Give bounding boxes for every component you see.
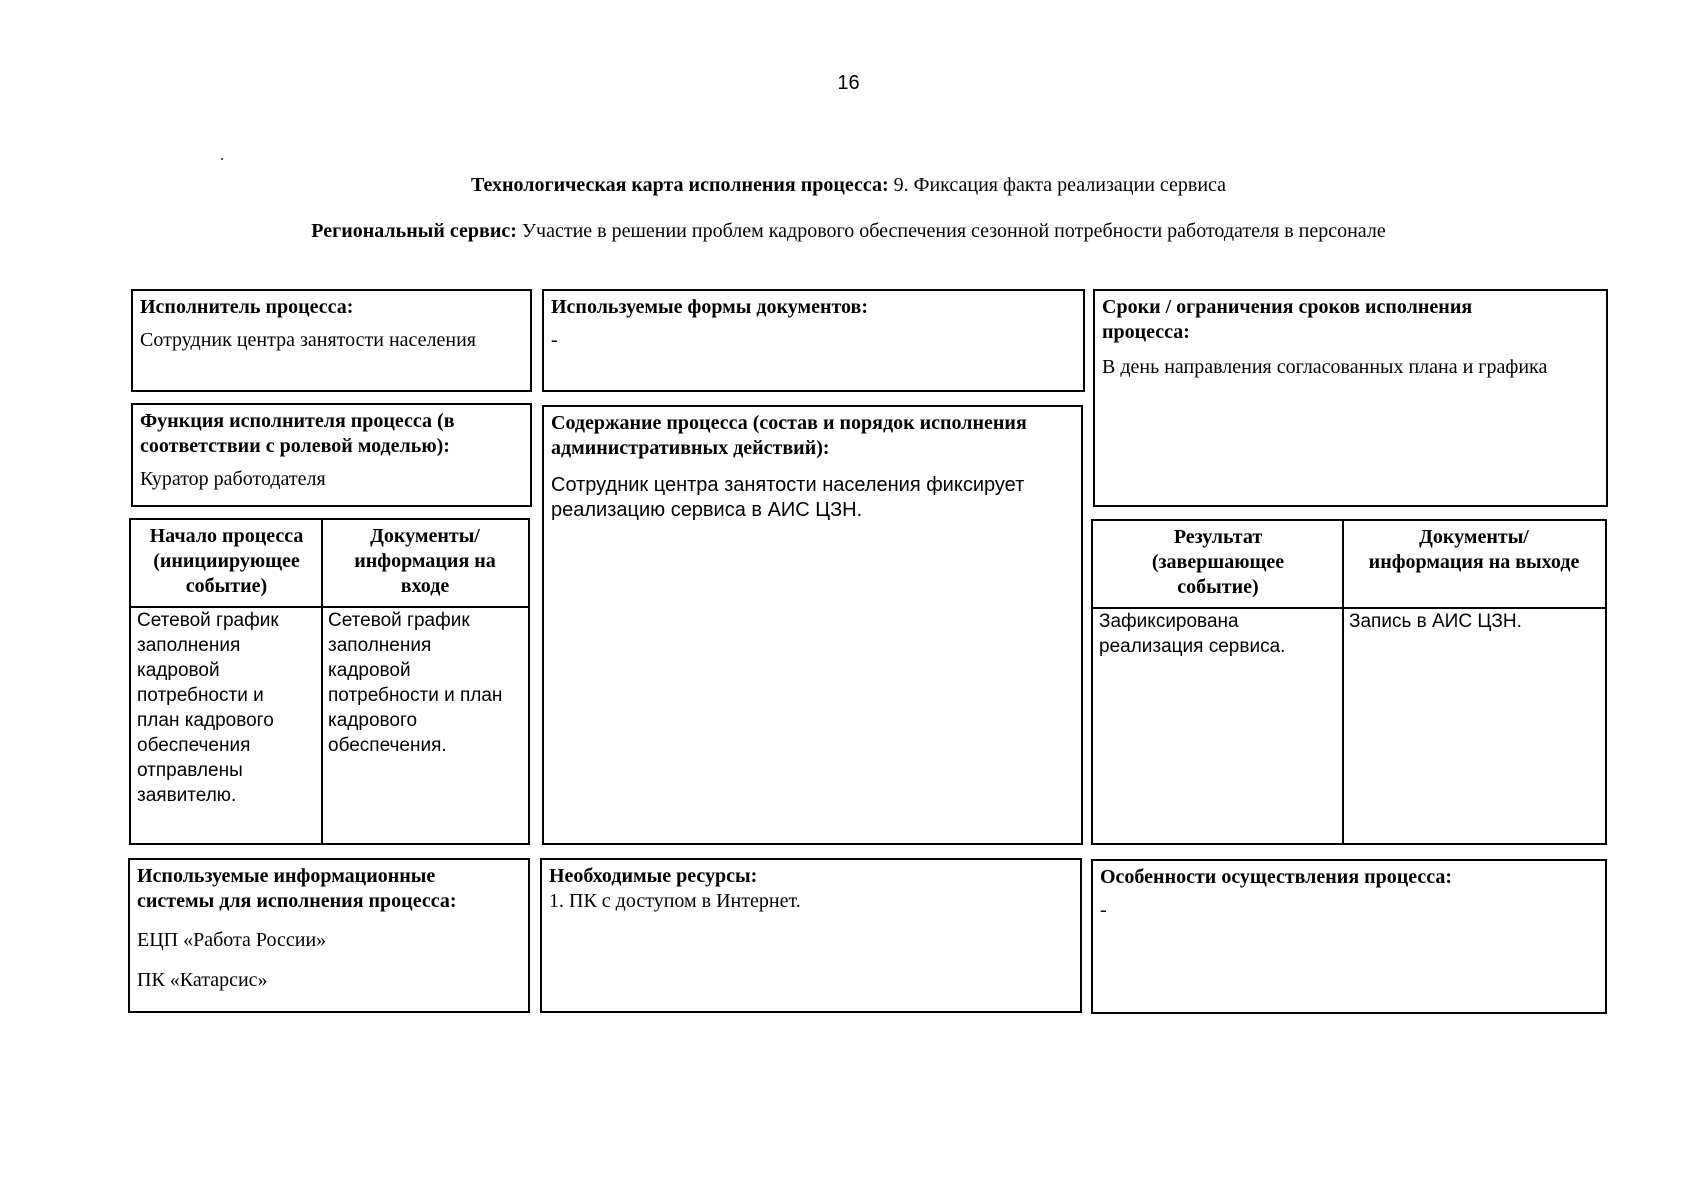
resources-title: Необходимые ресурсы: bbox=[549, 865, 758, 887]
start-col1-line: потребности и bbox=[137, 685, 264, 706]
process-heading-value: 9. Фиксация факта реализации сервиса bbox=[893, 174, 1227, 196]
start-col1-header-line: событие) bbox=[185, 575, 268, 597]
content-title-line2: административных действий): bbox=[551, 437, 830, 459]
result-col2-line: Запись в АИС ЦЗН. bbox=[1349, 611, 1522, 632]
content-value-line1: Сотрудник центра занятости населения фиксирует bbox=[551, 474, 1025, 496]
result-col1-line: реализация сервиса. bbox=[1099, 636, 1286, 657]
forms-value: - bbox=[551, 329, 558, 351]
start-col2-header-line: Документы/ bbox=[370, 525, 480, 547]
executor-box bbox=[131, 289, 532, 392]
deadlines-value: В день направления согласованных плана и графика bbox=[1102, 356, 1548, 378]
start-col2-header-line: входе bbox=[400, 575, 450, 597]
start-col2-body bbox=[322, 606, 528, 843]
start-col1-header bbox=[131, 520, 322, 606]
start-col2-line: Сетевой график bbox=[328, 610, 470, 631]
start-col1-line: заявителю. bbox=[137, 785, 237, 806]
info-systems-item: ЕЦП «Работа России» bbox=[137, 929, 327, 951]
start-col2-line: потребности и план bbox=[328, 685, 503, 706]
forms-title: Используемые формы документов: bbox=[551, 296, 869, 318]
page-number: 16 bbox=[837, 72, 860, 94]
features-title: Особенности осуществления процесса: bbox=[1100, 866, 1453, 888]
start-col1-line: кадровой bbox=[137, 660, 220, 681]
info-systems-title-line1: Используемые информационные bbox=[137, 865, 436, 887]
features-value: - bbox=[1100, 899, 1107, 921]
start-col1-line: отправлены bbox=[137, 760, 243, 781]
result-col1-line: Зафиксирована bbox=[1099, 611, 1239, 632]
process-heading-label: Технологическая карта исполнения процесса: bbox=[470, 174, 889, 196]
forms-box bbox=[542, 289, 1085, 392]
info-systems-item: ПК «Катарсис» bbox=[137, 969, 268, 991]
content-value-line2: реализацию сервиса в АИС ЦЗН. bbox=[551, 499, 863, 521]
start-col1-line: план кадрового bbox=[137, 710, 274, 731]
result-col1-header-line: событие) bbox=[1177, 576, 1259, 598]
start-col2-header-line: информация на bbox=[354, 550, 496, 572]
content-title-line1: Содержание процесса (состав и порядок исполнения bbox=[551, 412, 1027, 434]
start-col1-line: заполнения bbox=[137, 635, 241, 656]
start-col2-header bbox=[322, 520, 528, 606]
features-box bbox=[1091, 859, 1607, 1014]
resources-item: 1. ПК с доступом в Интернет. bbox=[549, 890, 801, 912]
start-col1-body bbox=[131, 606, 322, 843]
resources-box bbox=[540, 858, 1082, 1013]
start-col2-line: кадровой bbox=[328, 660, 411, 681]
start-col2-line: заполнения bbox=[328, 635, 432, 656]
result-col2-header-line: информация на выходе bbox=[1368, 551, 1580, 573]
function-title-line2: соответствии с ролевой моделью): bbox=[140, 435, 450, 457]
service-heading bbox=[0, 220, 1697, 243]
start-col2-line: кадрового bbox=[328, 710, 418, 731]
start-col1-line: обеспечения bbox=[137, 735, 251, 756]
result-col2-header-line: Документы/ bbox=[1419, 526, 1529, 548]
scan-speck bbox=[221, 158, 223, 160]
start-col1-header-line: Начало процесса bbox=[149, 525, 304, 547]
executor-value: Сотрудник центра занятости населения bbox=[140, 329, 476, 351]
deadlines-title-line1: Сроки / ограничения сроков исполнения bbox=[1102, 296, 1473, 318]
executor-title: Исполнитель процесса: bbox=[140, 296, 354, 318]
start-col1-header-line: (инициирующее bbox=[153, 550, 300, 572]
result-col2-body bbox=[1343, 607, 1605, 843]
result-col1-header-line: (завершающее bbox=[1151, 551, 1285, 573]
result-table bbox=[1091, 519, 1607, 845]
service-heading-value: Участие в решении проблем кадрового обеспечения сезонной потребности работодателя в персонале bbox=[521, 220, 1386, 242]
function-title-line1: Функция исполнителя процесса (в bbox=[140, 410, 455, 432]
content-box bbox=[542, 405, 1083, 845]
start-col2-line: обеспечения. bbox=[328, 735, 447, 756]
result-col2-header bbox=[1343, 521, 1605, 607]
result-col1-header-line: Результат bbox=[1173, 526, 1263, 548]
service-heading-label: Региональный сервис: bbox=[311, 220, 517, 242]
info-systems-title-line2: системы для исполнения процесса: bbox=[137, 890, 457, 912]
function-box bbox=[131, 403, 532, 507]
deadlines-title-line2: процесса: bbox=[1102, 321, 1190, 343]
start-col1-line: Сетевой график bbox=[137, 610, 279, 631]
deadlines-box bbox=[1093, 289, 1608, 507]
process-heading bbox=[0, 174, 1697, 197]
start-table bbox=[129, 518, 530, 845]
info-systems-box bbox=[128, 858, 530, 1013]
function-value: Куратор работодателя bbox=[140, 468, 326, 490]
result-col1-body bbox=[1093, 607, 1343, 843]
result-col1-header bbox=[1093, 521, 1343, 607]
